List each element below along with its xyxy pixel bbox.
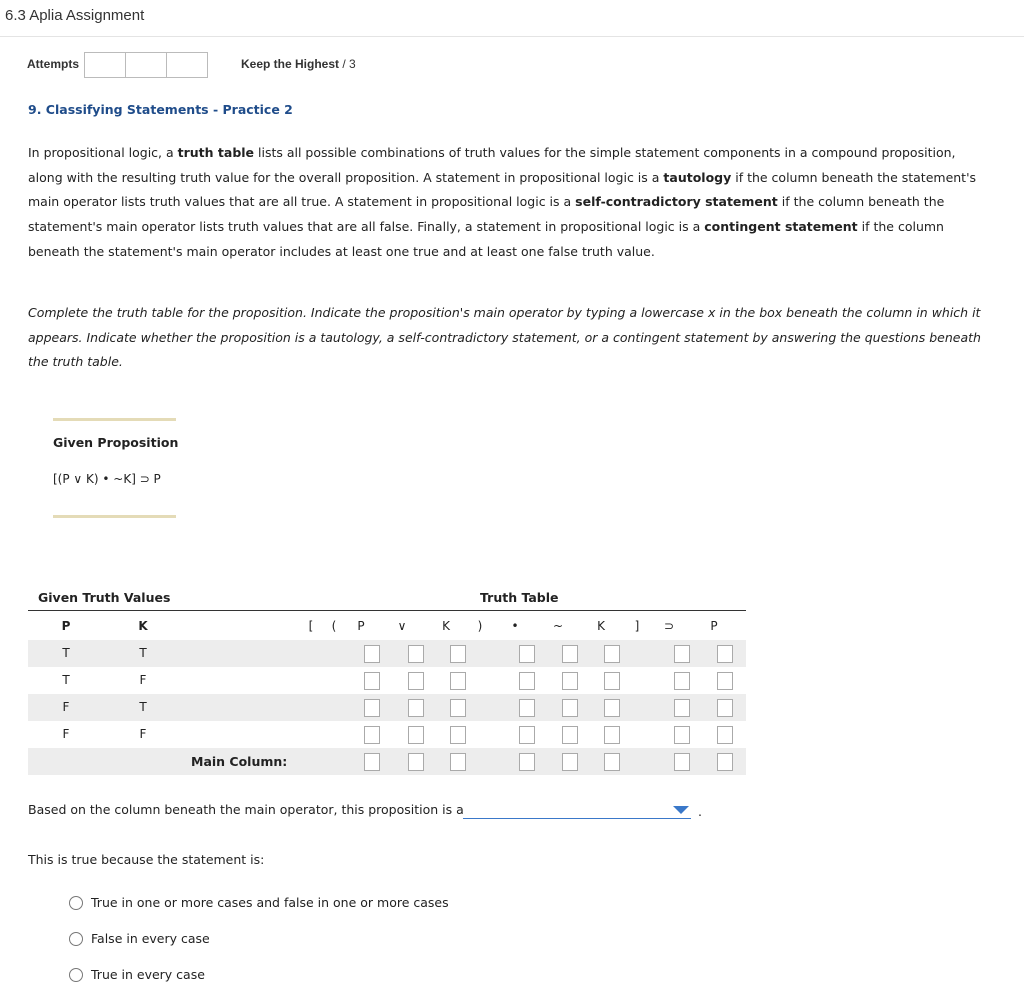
intro-text-3: if the column beneath the statement's main operator lists truth values that are all true. A statement in propositional logic is a [28, 169, 977, 210]
classification-period: . [698, 804, 702, 819]
main-column-label: Main Column: [191, 754, 288, 769]
intro-text-1: In propositional logic, a [28, 145, 178, 160]
attempt-box-3 [166, 52, 208, 78]
truth-input-r3-c3[interactable] [408, 726, 424, 744]
truth-input-r2-c6[interactable] [519, 699, 535, 717]
term-self-contradictory: self-contradictory statement [575, 194, 778, 210]
symbol-header-1: ( [331, 619, 337, 633]
keep-highest [241, 57, 356, 71]
option-label: True in one or more cases and false in one or more cases [91, 895, 449, 910]
symbol-header-8: K [597, 619, 605, 633]
truth-input-r3-c4[interactable] [450, 726, 466, 744]
table-row [28, 694, 746, 721]
truth-value-k: T [139, 700, 147, 714]
main-column-input-c7[interactable] [562, 753, 578, 771]
intro-paragraph [28, 141, 988, 265]
given-proposition: [(P ∨ K) • ~K] ⊃ P [53, 472, 161, 486]
question-title: 9. Classifying Statements - Practice 2 [28, 102, 293, 117]
symbol-header-3: ∨ [397, 619, 407, 633]
symbol-header-0: [ [308, 619, 314, 633]
truth-input-r3-c11[interactable] [717, 726, 733, 744]
attempt-count: / 3 [342, 57, 356, 71]
truth-table-title: Truth Table [480, 590, 559, 605]
attempt-box-2 [125, 52, 167, 78]
main-column-input-c2[interactable] [364, 753, 380, 771]
truth-input-r1-c10[interactable] [674, 672, 690, 690]
header-rule [28, 610, 746, 611]
truth-value-p: F [62, 700, 70, 714]
truth-input-r2-c2[interactable] [364, 699, 380, 717]
truth-input-r2-c4[interactable] [450, 699, 466, 717]
radio-button[interactable] [69, 968, 83, 982]
option-label: False in every case [91, 931, 210, 946]
var-header-k: K [138, 619, 148, 633]
truth-input-r1-c6[interactable] [519, 672, 535, 690]
intro-text-4: if the column beneath the statement's main operator lists truth values that are all false. Finally, a statement in propositional logic is a [28, 194, 945, 235]
symbol-header-9: ] [634, 619, 640, 633]
truth-input-r1-c8[interactable] [604, 672, 620, 690]
chevron-down-icon[interactable] [673, 806, 689, 814]
radio-button[interactable] [69, 932, 83, 946]
truth-input-r1-c4[interactable] [450, 672, 466, 690]
truth-input-r0-c11[interactable] [717, 645, 733, 663]
truth-input-r1-c3[interactable] [408, 672, 424, 690]
truth-input-r2-c11[interactable] [717, 699, 733, 717]
var-header-p: P [61, 619, 71, 633]
truth-input-r1-c11[interactable] [717, 672, 733, 690]
truth-input-r0-c4[interactable] [450, 645, 466, 663]
truth-value-k: T [139, 646, 147, 660]
attempt-box-1 [84, 52, 126, 78]
main-column-input-c4[interactable] [450, 753, 466, 771]
symbol-header-7: ~ [552, 619, 564, 633]
symbol-header-2: P [357, 619, 365, 633]
symbol-header-6: • [511, 619, 519, 633]
truth-input-r2-c7[interactable] [562, 699, 578, 717]
main-column-input-c11[interactable] [717, 753, 733, 771]
attempts-boxes [84, 52, 207, 78]
truth-input-r3-c7[interactable] [562, 726, 578, 744]
classification-dropdown[interactable] [463, 802, 691, 819]
truth-input-r0-c2[interactable] [364, 645, 380, 663]
truth-input-r3-c2[interactable] [364, 726, 380, 744]
page-header [0, 0, 1024, 37]
keep-highest-label: Keep the Highest [241, 57, 340, 71]
instructions: Complete the truth table for the proposition. Indicate the proposition's main operator by typing a lowercase x in the box beneath the column in which it appears. Indicate whether the proposition is a tautology, a self-contradictory statement, or a contingent statement by answering the questions beneath the truth table. [28, 305, 981, 370]
truth-input-r3-c8[interactable] [604, 726, 620, 744]
truth-value-p: T [62, 673, 70, 687]
intro-text-2: lists all possible combinations of truth values for the simple statement components in a compound proposition, along with the resulting truth value for the overall proposition. A statement in propositional logic is a [28, 145, 956, 185]
truth-value-k: F [139, 727, 147, 741]
main-column-input-c3[interactable] [408, 753, 424, 771]
truth-input-r1-c7[interactable] [562, 672, 578, 690]
truth-input-r0-c8[interactable] [604, 645, 620, 663]
truth-input-r2-c8[interactable] [604, 699, 620, 717]
given-truth-values-title: Given Truth Values [38, 590, 171, 605]
option-label: True in every case [91, 967, 205, 982]
truth-input-r3-c10[interactable] [674, 726, 690, 744]
table-row [28, 721, 746, 748]
truth-input-r2-c10[interactable] [674, 699, 690, 717]
truth-table [28, 590, 746, 775]
symbol-header-4: K [442, 619, 450, 633]
main-column-input-c8[interactable] [604, 753, 620, 771]
term-contingent: contingent statement [704, 219, 858, 235]
main-column-input-c10[interactable] [674, 753, 690, 771]
intro-text-5: if the column beneath the statement's main operator includes at least one true and at least one false truth value. [28, 219, 944, 259]
truth-value-p: T [62, 646, 70, 660]
given-proposition-box [53, 418, 179, 518]
truth-input-r0-c10[interactable] [674, 645, 690, 663]
classification-prompt: Based on the column beneath the main operator, this proposition is a [28, 802, 464, 817]
radio-button[interactable] [69, 896, 83, 910]
truth-input-r0-c3[interactable] [408, 645, 424, 663]
main-column-row [28, 748, 746, 775]
truth-input-r1-c2[interactable] [364, 672, 380, 690]
symbol-header-10: ⊃ [663, 619, 675, 633]
truth-input-r2-c3[interactable] [408, 699, 424, 717]
truth-value-k: F [139, 673, 147, 687]
given-proposition-title: Given Proposition [53, 435, 179, 450]
main-column-input-c6[interactable] [519, 753, 535, 771]
table-row [28, 667, 746, 694]
truth-input-r0-c7[interactable] [562, 645, 578, 663]
term-tautology: tautology [663, 169, 732, 185]
truth-input-r3-c6[interactable] [519, 726, 535, 744]
truth-input-r0-c6[interactable] [519, 645, 535, 663]
symbol-header-5: ) [477, 619, 483, 633]
symbol-header-11: P [710, 619, 718, 633]
because-prompt: This is true because the statement is: [28, 852, 265, 867]
table-row [28, 640, 746, 667]
symbol-header-row [28, 613, 746, 640]
truth-value-p: F [62, 727, 70, 741]
term-truth-table: truth table [177, 145, 255, 160]
attempts-label: Attempts [27, 57, 80, 71]
page-title: 6.3 Aplia Assignment [5, 7, 145, 24]
